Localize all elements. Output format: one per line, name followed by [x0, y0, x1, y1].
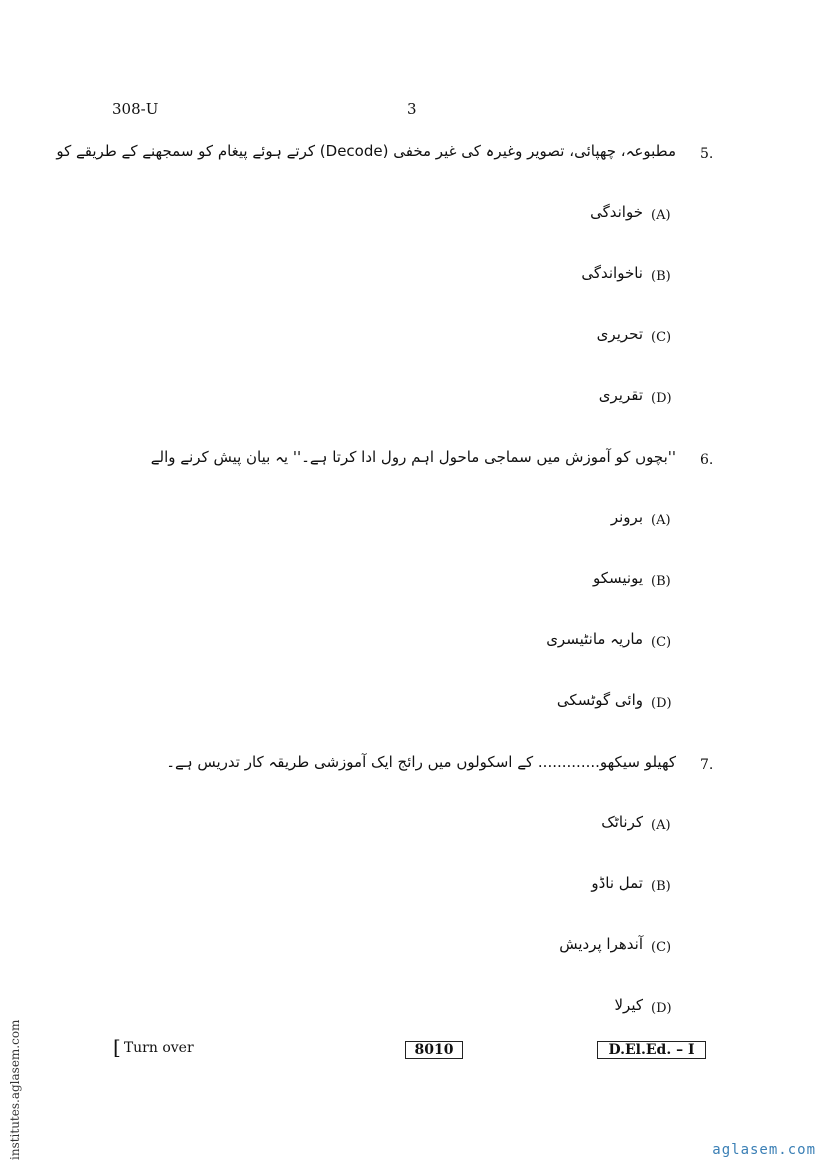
- option-text: تقریری: [598, 386, 643, 404]
- option-text: تحریری: [596, 325, 643, 343]
- question-text: کھیلو سیکھو............. کے اسکولوں میں رائج ایک آموزشی طریقہ کار تدریس ہے۔: [166, 753, 676, 771]
- option-letter: (A): [651, 818, 671, 833]
- option-text: کرناٹک: [601, 813, 643, 831]
- side-watermark: institutes.aglasem.com: [8, 1019, 22, 1160]
- option-letter: (C): [651, 635, 672, 650]
- turn-over-text: Turn over: [123, 1040, 194, 1056]
- bracket-glyph: [: [113, 1035, 121, 1059]
- turn-over-label: [113, 1035, 194, 1059]
- option-text: ماریہ مانٹیسری: [546, 630, 643, 648]
- option-letter: (D): [651, 696, 672, 711]
- option-text: برونر: [610, 508, 643, 526]
- option-text: آندھرا پردیش: [559, 935, 643, 953]
- option-text: خواندگی: [590, 203, 643, 221]
- page-number: 3: [407, 100, 417, 118]
- course-code-box: D.El.Ed. – I: [597, 1041, 706, 1059]
- option-letter: (B): [651, 879, 671, 894]
- option-letter: (A): [651, 513, 671, 528]
- option-letter: (D): [651, 1001, 672, 1016]
- question-number: 5.: [700, 146, 714, 162]
- option-text: کیرلا: [614, 996, 643, 1014]
- option-letter: (B): [651, 574, 671, 589]
- paper-code: 308-U: [112, 100, 159, 118]
- site-watermark[interactable]: aglasem.com: [712, 1142, 816, 1158]
- option-text: تمل ناڈو: [591, 874, 643, 892]
- option-text: یونیسکو: [592, 569, 643, 587]
- option-letter: (A): [651, 208, 671, 223]
- question-text: مطبوعہ، چھپائی، تصویر وغیرہ کی غیر مخفی (Decode) کرتے ہوئے پیغام کو سمجھنے کے طریقے کو: [56, 142, 676, 160]
- question-text: ''بچوں کو آموزش میں سماجی ماحول اہم رول ادا کرتا ہے۔'' یہ بیان پیش کرنے والے: [150, 448, 676, 466]
- option-letter: (D): [651, 391, 672, 406]
- option-text: وائی گوٹسکی: [556, 691, 643, 709]
- booklet-code-box: 8010: [405, 1041, 463, 1059]
- option-letter: (C): [651, 940, 672, 955]
- question-number: 7.: [700, 757, 714, 773]
- option-letter: (B): [651, 269, 671, 284]
- option-letter: (C): [651, 330, 672, 345]
- option-text: ناخواندگی: [581, 264, 643, 282]
- question-number: 6.: [700, 452, 714, 468]
